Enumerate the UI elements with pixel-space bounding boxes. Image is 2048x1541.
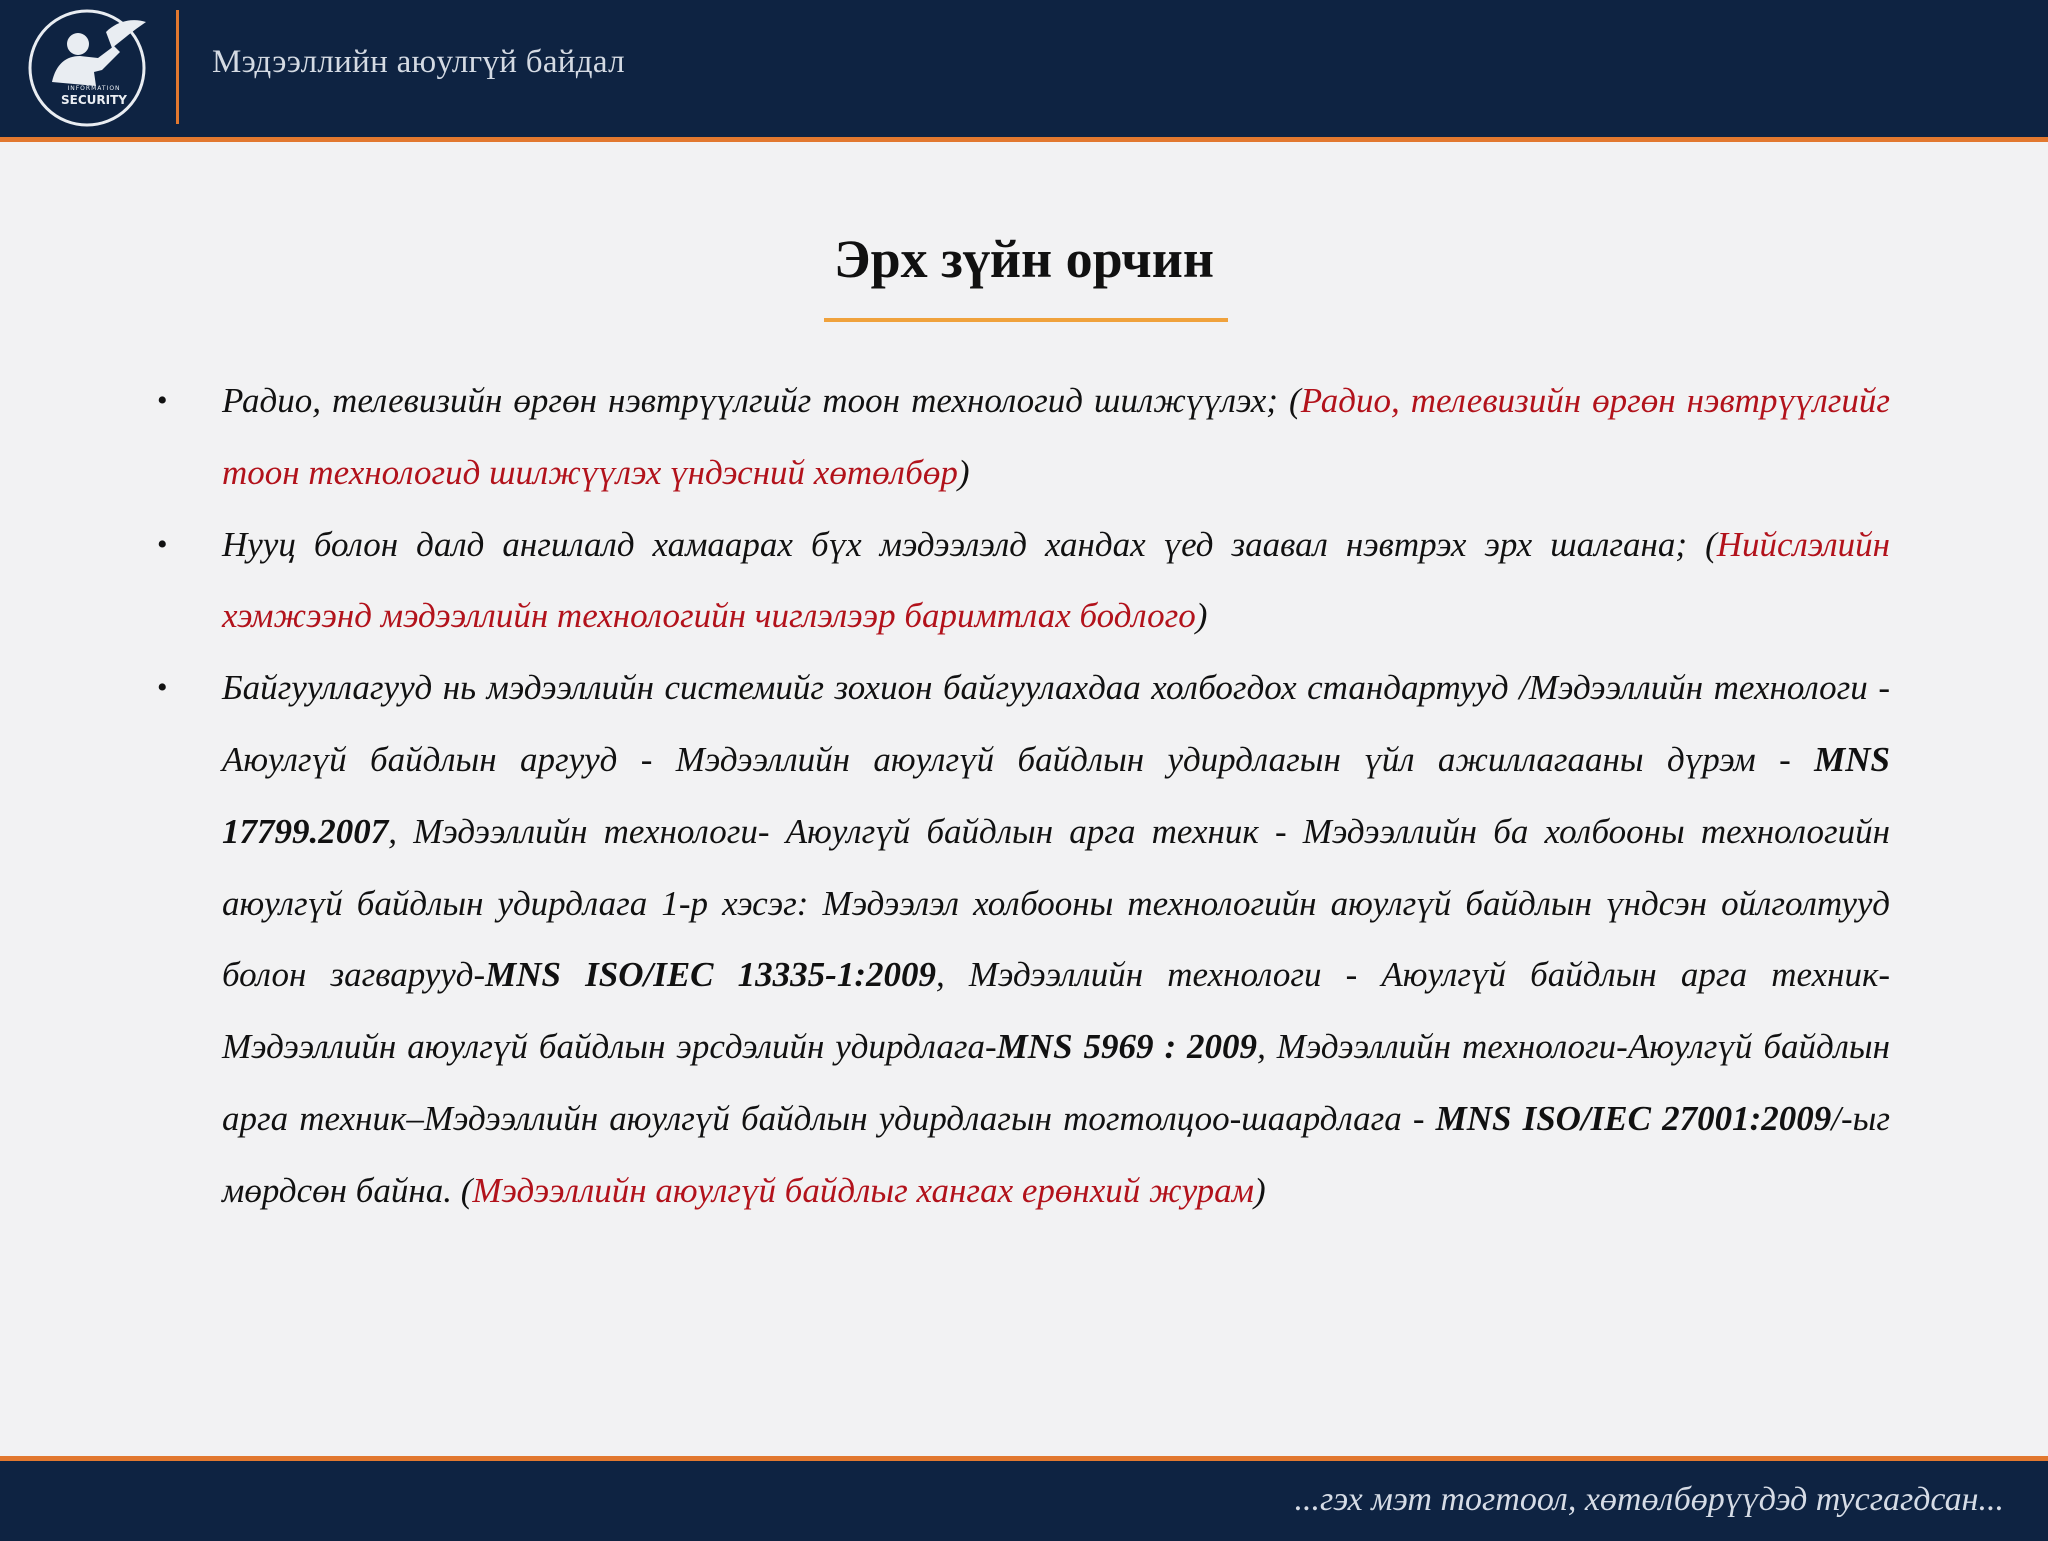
standard-code: MNS 17799.2007 [222,739,1890,851]
bullet-text: Байгууллагууд нь мэдээллийн системийг зохион байгуулахдаа холбогдох стандартууд /Мэдээллийн технологи - Аюулгүй байдлын аргууд - Мэдээллийн аюулгүй байдлын удирдлагын үйл ажиллагааны дүрэм - [222,668,1890,779]
bullet-text: Нууц болон далд ангилалд хамаарах бүх мэдээлэлд хандах үед заавал нэвтрэх эрх шалгана; ( [222,524,1717,564]
logo-text-top: INFORMATION [67,85,121,92]
title-underline [824,318,1228,322]
bullet-text: , Мэдээллийн технологи- Аюулгүй байдлын арга техник - Мэдээллийн ба холбооны технологийн аюулгүй байдлын удирдлага 1-р хэсэг: Мэдээлэл холбооны технологийн аюулгүй байдлын үндсэн ойлголтууд болон загварууд- [222,811,1890,995]
bullet-item [150,365,1890,509]
standard-code: MNS ISO/IEC 13335-1:2009 [485,955,936,995]
source-reference: Мэдээллийн аюулгүй байдлыг хангах ерөнхий журам [472,1170,1254,1210]
bullet-item [150,509,1890,653]
slide-title: Эрх зүйн орчин [834,229,1214,289]
bullet-list [150,365,1890,1227]
source-reference: Нийслэлийн хэмжээнд мэдээллийн технологийн чиглэлээр баримтлах бодлого [222,524,1890,636]
bullet-text: ) [957,452,970,492]
bullet-text: , Мэдээллийн технологи-Аюулгүй байдлын арга техник–Мэдээллийн аюулгүй байдлын удирдлагын тогтолцоо-шаардлага - [222,1027,1890,1138]
bullet-marker: • [157,384,168,417]
bullet-item [150,652,1890,1226]
footer-text: ...гэх мэт тогтоол, хөтөлбөрүүдэд тусгагдсан... [1294,1481,2004,1518]
bullet-text: /-ыг мөрдсөн байна. ( [222,1098,1890,1210]
standard-code: MNS 5969 : 2009 [996,1027,1258,1067]
standard-code: MNS ISO/IEC 27001:2009 [1435,1098,1832,1138]
header-divider [176,10,179,124]
bullet-marker: • [157,671,168,705]
source-reference: Радио, телевизийн өргөн нэвтрүүлгийг тоон технологид шилжүүлэх үндэсний хөтөлбөр [222,381,1891,492]
bullet-text: Радио, телевизийн өргөн нэвтрүүлгийг тоон технологид шилжүүлэх; ( [222,381,1301,420]
information-security-logo [22,8,152,128]
bullet-text: , Мэдээллийн технологи - Аюулгүй байдлын арга техник-Мэдээллийн аюулгүй байдлын эрсдэлийн удирдлага- [222,955,1890,1067]
header-title: Мэдээллийн аюулгүй байдал [212,44,625,80]
bullet-text: ) [1195,596,1208,636]
bullet-marker: • [157,527,168,561]
logo-text-bottom: SECURITY [61,93,127,107]
bullet-text: ) [1254,1170,1266,1210]
header-bar [0,0,2048,142]
footer-bar [0,1456,2048,1541]
